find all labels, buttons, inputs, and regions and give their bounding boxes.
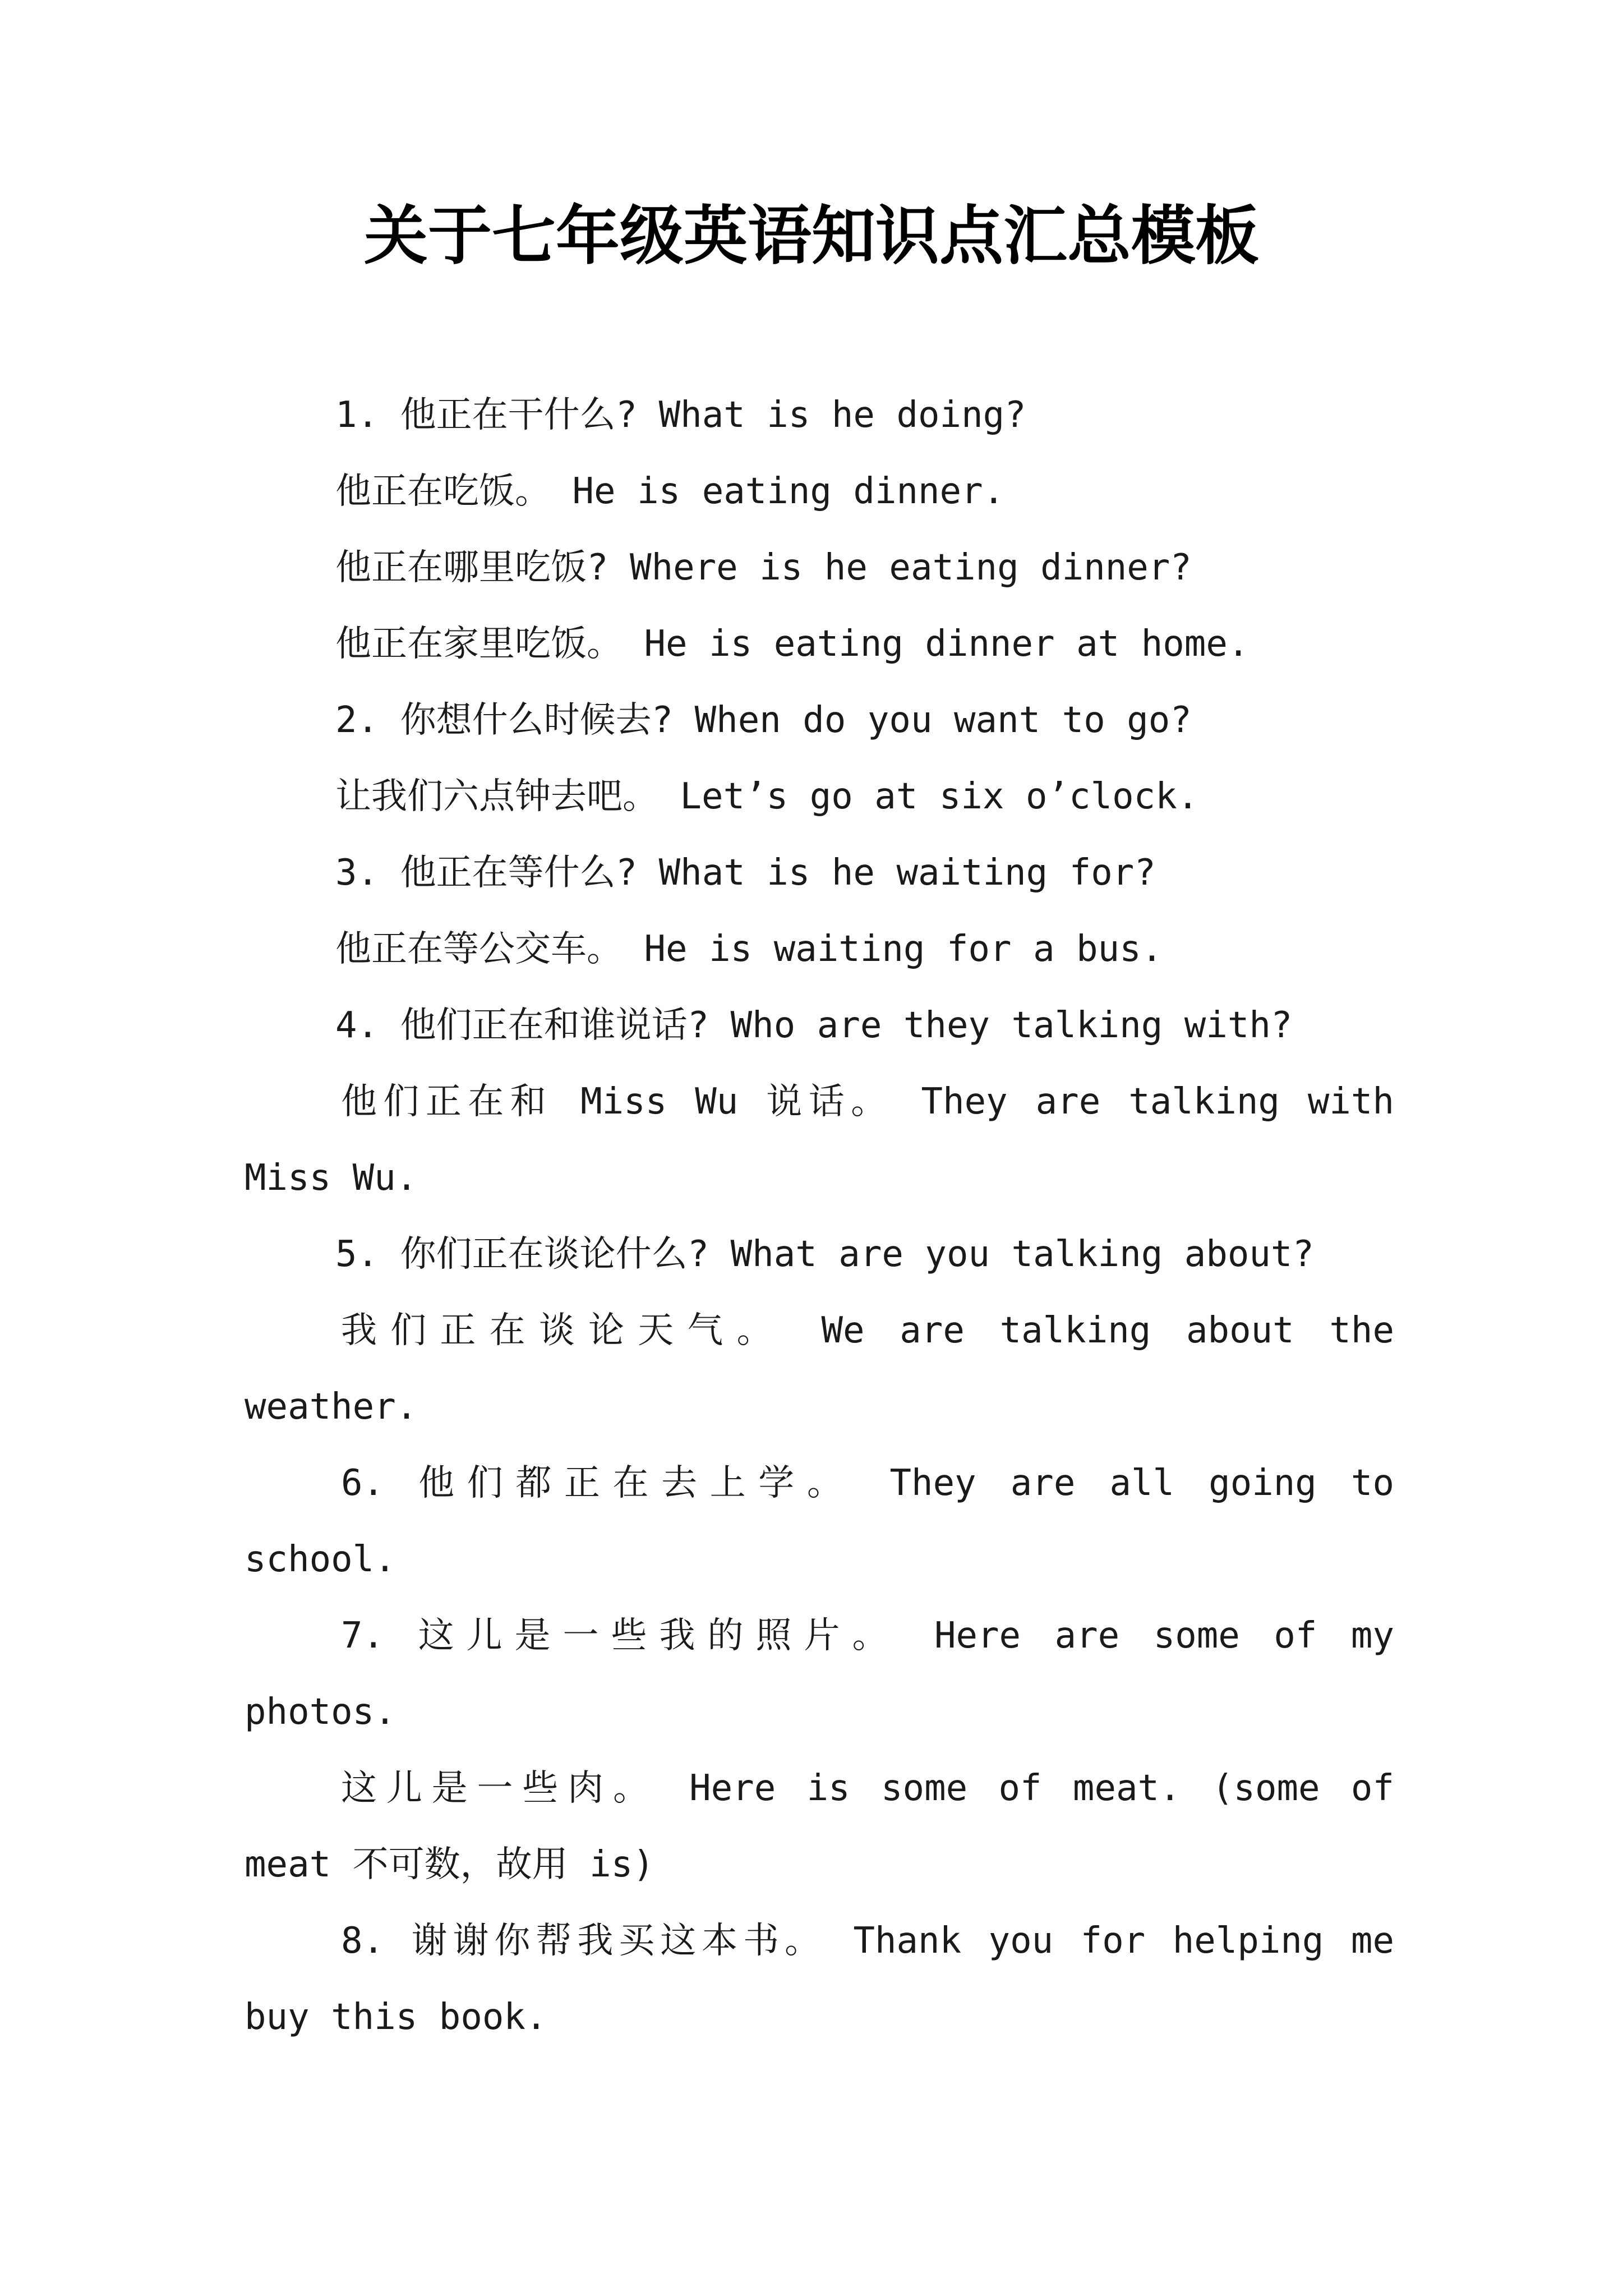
text-line: 4. 他们正在和谁说话? Who are they talking with?: [335, 1005, 1293, 1046]
text-line: 他们正在和 Miss Wu 说话。 They are talking with: [341, 1081, 1394, 1122]
text-line: buy this book.: [245, 1996, 547, 2038]
text-line: school.: [245, 1539, 396, 1580]
text-line: 我们正在谈论天气。 We are talking about the: [341, 1310, 1394, 1351]
text-line: 8. 谢谢你帮我买这本书。 Thank you for helping me: [341, 1920, 1394, 1962]
text-line: Miss Wu.: [245, 1157, 418, 1199]
text-line: 他正在吃饭。 He is eating dinner.: [335, 471, 1005, 512]
text-line: 7. 这儿是一些我的照片。 Here are some of my: [341, 1615, 1394, 1657]
text-line: 1. 他正在干什么? What is he doing?: [335, 394, 1026, 436]
text-line: 6. 他们都正在去上学。 They are all going to: [341, 1462, 1394, 1504]
text-line: 让我们六点钟去吧。 Let’s go at six o’clock.: [335, 776, 1199, 817]
text-line: 他正在家里吃饭。 He is eating dinner at home.: [335, 623, 1249, 665]
text-line: 他正在等公交车。 He is waiting for a bus.: [335, 928, 1163, 970]
document-title: 关于七年级英语知识点汇总模板: [363, 198, 1259, 273]
document-body: [245, 377, 1394, 2055]
text-line: meat 不可数，故用 is): [245, 1844, 654, 1885]
text-line: 他正在哪里吃饭? Where is he eating dinner?: [335, 547, 1192, 588]
text-line: 这儿是一些肉。 Here is some of meat. (some of: [341, 1768, 1394, 1809]
text-line: 2. 你想什么时候去? When do you want to go?: [335, 700, 1192, 741]
text-line: 3. 他正在等什么? What is he waiting for?: [335, 852, 1156, 894]
text-line: weather.: [245, 1386, 418, 1428]
text-line: photos.: [245, 1691, 396, 1733]
text-line: 5. 你们正在谈论什么? What are you talking about?: [335, 1234, 1314, 1275]
